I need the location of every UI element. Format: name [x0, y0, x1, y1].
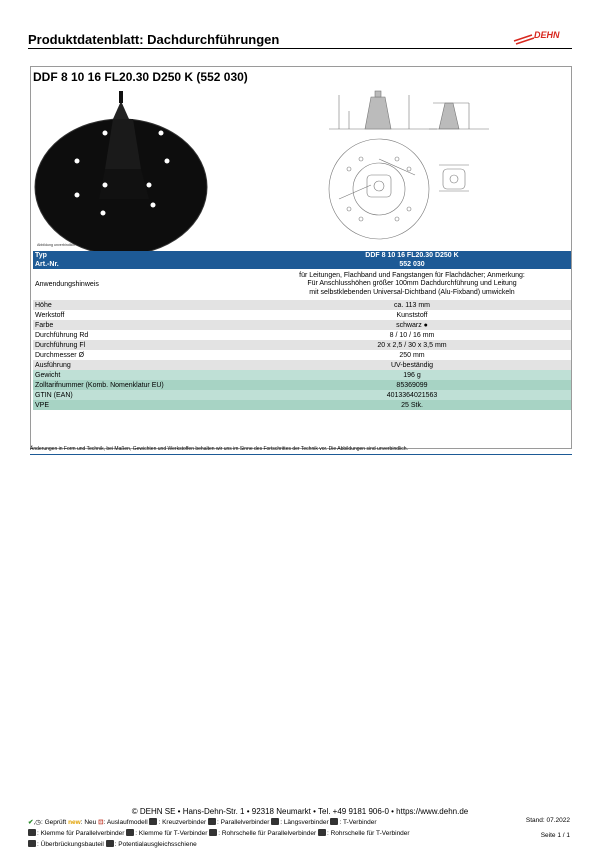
- table-row: [33, 390, 571, 400]
- table-row: [33, 350, 571, 360]
- design-value: UV-beständig: [253, 360, 571, 370]
- material-value: Kunststoff: [253, 310, 571, 320]
- page-number: Seite 1 / 1: [540, 832, 570, 839]
- parallel-connector-icon: [208, 818, 216, 825]
- table-row: [33, 320, 571, 330]
- legend-parallel: Parallelverbinder: [220, 819, 270, 826]
- diameter-label: Durchmesser Ø: [33, 350, 253, 360]
- new-icon: new: [68, 819, 81, 826]
- legend-discontinued: Auslaufmodell: [106, 819, 148, 826]
- legend-pipe-parallel: Rohrschelle für Parallelverbinder: [221, 830, 317, 837]
- application-note-line: Für Anschlusshöhen größer 100mm Dachdurchführung und Leitung: [307, 280, 517, 288]
- round-conductor-value: 8 / 10 / 16 mm: [253, 330, 571, 340]
- gtin-value: 4013364021563: [253, 390, 571, 400]
- legend-new: Neu: [84, 819, 97, 826]
- weight-value: 196 g: [253, 370, 571, 380]
- legend-checked: Geprüft: [44, 819, 67, 826]
- height-label: Höhe: [33, 300, 253, 310]
- bridging-component-icon: [28, 840, 36, 847]
- product-frame: [30, 66, 572, 449]
- application-note-line: für Leitungen, Flachband und Fangstangen für Flachdächer; Anmerkung:: [299, 271, 525, 279]
- disclaimer-notice: Änderungen in Form und Technik, bei Maßen, Gewichten und Werkstoffen behalten wir uns im Sinne des Fortschrittes der Technik vor. Die Abbildungen sind unverbindlich.: [30, 446, 408, 452]
- legend-pipe-t: Rohrschelle für T-Verbinder: [330, 830, 410, 837]
- check-icon: ✔: [28, 819, 34, 826]
- table-row: [33, 269, 571, 300]
- footer-legend: ✔,◷: Geprüft new: Neu ⊡: Auslaufmodell : Kreuzverbinder : Parallelverbinder : Längsverbinder : T-Verbinder : Klemme für Parallelverbinder : Klemme für T-Verbinder : Rohrschelle für Parallelverbinder : Rohrschelle für T-Verbinder : Überbrückungsbauteil : Potentialausgleichsschiene: [28, 819, 410, 848]
- article-number-value: 552 030: [253, 260, 571, 269]
- equipotential-bar-icon: [106, 840, 114, 847]
- product-title: DDF 8 10 16 FL20.30 D250 K (552 030): [33, 70, 248, 84]
- flat-conductor-value: 20 x 2,5 / 30 x 3,5 mm: [253, 340, 571, 350]
- round-conductor-label: Durchführung Rd: [33, 330, 253, 340]
- legend-equipotential: Potentialausgleichsschiene: [118, 841, 197, 848]
- pipe-clamp-parallel-icon: [209, 829, 217, 836]
- legend-longitudinal: Längsverbinder: [283, 819, 329, 826]
- design-label: Ausführung: [33, 360, 253, 370]
- cross-connector-icon: [149, 818, 157, 825]
- height-value: ca. 113 mm: [253, 300, 571, 310]
- color-value: schwarz ●: [253, 320, 571, 330]
- discontinued-icon: ⊡: [98, 819, 104, 826]
- type-label: Typ: [33, 251, 253, 260]
- type-value: DDF 8 10 16 FL20.30 D250 K: [253, 251, 571, 260]
- application-note-line: mit selbstklebenden Universal-Dichtband (Alu-Fixband) umwickeln: [309, 288, 515, 296]
- t-connector-icon: [330, 818, 338, 825]
- material-label: Werkstoff: [33, 310, 253, 320]
- legend-t-conn: T-Verbinder: [342, 819, 377, 826]
- footer-company: © DEHN SE • Hans-Dehn-Str. 1 • 92318 Neumarkt • Tel. +49 9181 906-0 • https://www.dehn.de: [131, 807, 469, 816]
- diameter-value: 250 mm: [253, 350, 571, 360]
- legend-cross: Kreuzverbinder: [162, 819, 207, 826]
- customs-number-label: Zolltarifnummer (Komb. Nomenklatur EU): [33, 380, 253, 390]
- color-label: Farbe: [33, 320, 253, 330]
- application-note-label: Anwendungshinweis: [33, 269, 253, 300]
- table-row: [33, 330, 571, 340]
- table-header-row: [33, 251, 571, 260]
- page-header: [28, 30, 572, 48]
- legend-bridging: Überbrückungsbauteil: [40, 841, 104, 848]
- table-row: [33, 340, 571, 350]
- dehn-logo: [512, 26, 572, 46]
- legend-clamp-t: Klemme für T-Verbinder: [138, 830, 208, 837]
- table-header-row: [33, 260, 571, 269]
- legend-clamp-parallel: Klemme für Parallelverbinder: [40, 830, 125, 837]
- clock-icon: ◷: [35, 819, 41, 826]
- packaging-unit-value: 25 Stk.: [253, 400, 571, 410]
- image-caption: Abbildung unverbindlich: [37, 243, 76, 247]
- article-number-label: Art.-Nr.: [33, 260, 253, 269]
- gtin-label: GTIN (EAN): [33, 390, 253, 400]
- table-row: [33, 360, 571, 370]
- longitudinal-connector-icon: [271, 818, 279, 825]
- table-row: [33, 370, 571, 380]
- table-row: [33, 310, 571, 320]
- pipe-clamp-t-icon: [318, 829, 326, 836]
- table-row: [33, 400, 571, 410]
- packaging-unit-label: VPE: [33, 400, 253, 410]
- logo-text: DEHN: [534, 30, 560, 40]
- application-note-value: [253, 269, 571, 300]
- clamp-t-icon: [126, 829, 134, 836]
- table-row: [33, 380, 571, 390]
- customs-number-value: 85369099: [253, 380, 571, 390]
- notice-divider: [30, 454, 572, 455]
- revision-date: Stand: 07.2022: [525, 817, 570, 824]
- page-title: Produktdatenblatt: Dachdurchführungen: [28, 32, 280, 47]
- clamp-parallel-icon: [28, 829, 36, 836]
- header-divider: [28, 48, 572, 49]
- table-row: [33, 300, 571, 310]
- flat-conductor-label: Durchführung Fl: [33, 340, 253, 350]
- weight-label: Gewicht: [33, 370, 253, 380]
- specification-table: [33, 251, 571, 410]
